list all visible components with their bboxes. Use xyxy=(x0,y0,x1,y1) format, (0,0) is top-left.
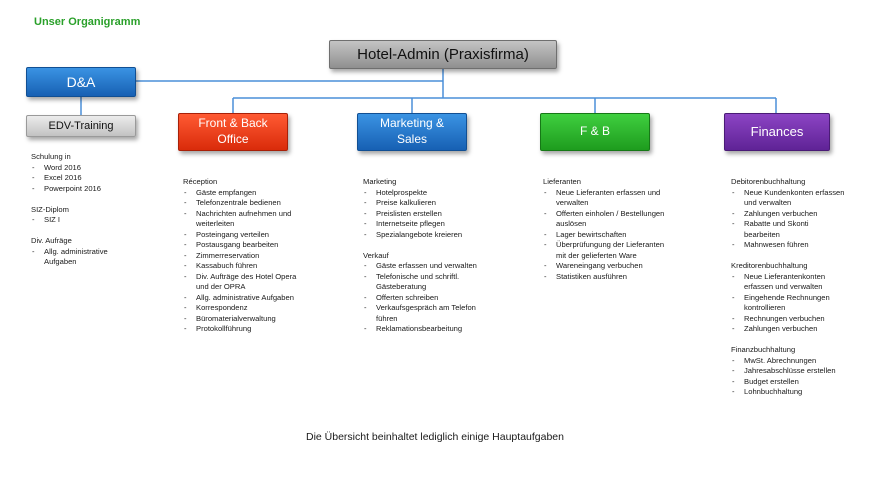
task-item: - Preislisten erstellen xyxy=(363,209,483,220)
task-item: - SIZ I xyxy=(31,215,126,226)
task-item: - Allg. administrative Aufgaben xyxy=(31,247,126,268)
task-item: - Verkaufsgespräch am Telefon führen xyxy=(363,303,483,324)
task-item: - Kassabuch führen xyxy=(183,261,301,272)
hotel-admin-label: Hotel-Admin (Praxisfirma) xyxy=(357,45,529,63)
task-item: - Rabatte und Skonti bearbeiten xyxy=(731,219,846,240)
task-item: - Allg. administrative Aufgaben xyxy=(183,293,301,304)
task-item: - Gäste erfassen und verwalten xyxy=(363,261,483,272)
task-group-heading: Div. Aufräge xyxy=(31,236,72,245)
task-list xyxy=(31,215,126,226)
front-back-office-label-line2: Office xyxy=(217,132,249,146)
task-item: - Powerpoint 2016 xyxy=(31,184,126,195)
task-group-heading: SIZ-Diplom xyxy=(31,204,69,214)
task-item: - Gäste empfangen xyxy=(183,188,301,199)
task-group-heading: Kreditorenbuchhaltung xyxy=(731,261,808,270)
task-item: - Word 2016 xyxy=(31,163,126,174)
task-list xyxy=(543,188,671,283)
front-back-office-task-list xyxy=(183,177,301,335)
task-item: - Zimmerreservation xyxy=(183,251,301,262)
marketing-sales-box xyxy=(357,113,467,151)
task-item: - Offerten schreiben xyxy=(363,293,483,304)
task-list xyxy=(363,188,483,241)
task-item: - Budget erstellen xyxy=(731,377,846,388)
task-item: - Lohnbuchhaltung xyxy=(731,387,846,398)
task-item: - Statistiken ausführen xyxy=(543,272,671,283)
task-list xyxy=(183,188,301,335)
task-list xyxy=(363,261,483,335)
footer-note: Die Übersicht beinhaltet lediglich einige Hauptaufgaben xyxy=(305,431,564,443)
task-item: - Offerten einholen / Bestellungen auslösen xyxy=(543,209,671,230)
task-item: - Überprüfungung der Lieferanten mit der gelieferten Ware xyxy=(543,240,671,261)
finances-task-list xyxy=(731,177,846,398)
task-item: - Rechnungen verbuchen xyxy=(731,314,846,325)
task-list xyxy=(31,247,126,268)
task-item: - Neue Lieferanten erfassen und verwalten xyxy=(543,188,671,209)
task-item: - Zahlungen verbuchen xyxy=(731,324,846,335)
task-item: - Mahnwesen führen xyxy=(731,240,846,251)
front-back-office-label-line1: Front & Back xyxy=(198,116,268,131)
task-list xyxy=(731,356,846,398)
task-item: - Jahresabschlüsse erstellen xyxy=(731,366,846,377)
fb-task-list xyxy=(543,177,671,282)
task-item: - Posteingang verteilen xyxy=(183,230,301,241)
edv-training-label: EDV-Training xyxy=(48,119,114,132)
task-item: - Div. Aufträge des Hotel Opera und der OPRA xyxy=(183,272,301,293)
task-item: - Postausgang bearbeiten xyxy=(183,240,301,251)
task-item: - Telefonzentrale bedienen xyxy=(183,198,301,209)
marketing-sales-label-line2: Sales xyxy=(396,132,428,146)
task-item: - Reklamationsbearbeitung xyxy=(363,324,483,335)
marketing-sales-label-line1: Marketing & xyxy=(379,116,445,131)
task-group-heading: Verkauf xyxy=(363,250,389,260)
page-title: Unser Organigramm xyxy=(34,16,141,28)
finances-box xyxy=(724,113,830,151)
fb-box xyxy=(540,113,650,151)
task-item: - Internetseite pflegen xyxy=(363,219,483,230)
group-spacer xyxy=(731,335,846,346)
da-task-list xyxy=(31,152,126,268)
task-item: - MwSt. Abrechnungen xyxy=(731,356,846,367)
da-label: D&A xyxy=(66,73,96,90)
group-spacer xyxy=(731,251,846,262)
task-item: - Excel 2016 xyxy=(31,173,126,184)
task-item: - Korrespondenz xyxy=(183,303,301,314)
marketing-sales-task-list xyxy=(363,177,483,335)
task-group-heading: Debitorenbuchhaltung xyxy=(731,177,806,186)
task-item: - Spezialangebote kreieren xyxy=(363,230,483,241)
task-list xyxy=(731,188,846,251)
task-item: - Lager bewirtschaften xyxy=(543,230,671,241)
hotel-admin-box xyxy=(329,40,557,69)
edv-training-box xyxy=(26,115,136,137)
task-item: - Eingehende Rechnungen kontrollieren xyxy=(731,293,846,314)
task-item: - Zahlungen verbuchen xyxy=(731,209,846,220)
group-spacer xyxy=(31,194,126,205)
task-item: - Neue Lieferantenkonten erfassen und verwalten xyxy=(731,272,846,293)
task-item: - Wareneingang verbuchen xyxy=(543,261,671,272)
task-list xyxy=(731,272,846,335)
task-group-heading: Réception xyxy=(183,177,218,186)
task-group-heading: Finanzbuchhaltung xyxy=(731,345,796,354)
task-group-heading: Lieferanten xyxy=(543,177,581,186)
fb-label: F & B xyxy=(579,124,610,139)
task-item: - Preise kalkulieren xyxy=(363,198,483,209)
group-spacer xyxy=(363,240,483,251)
da-box xyxy=(26,67,136,97)
finances-label: Finances xyxy=(750,123,804,139)
task-list xyxy=(31,163,126,195)
task-item: - Hotelprospekte xyxy=(363,188,483,199)
task-item: - Büromaterialverwaltung xyxy=(183,314,301,325)
group-spacer xyxy=(31,226,126,237)
task-group-heading: Schulung in xyxy=(31,152,71,161)
task-item: - Telefonische und schriftl. Gästeberatung xyxy=(363,272,483,293)
task-group-heading: Marketing xyxy=(363,177,397,186)
task-item: - Neue Kundenkonten erfassen und verwalten xyxy=(731,188,846,209)
task-item: - Nachrichten aufnehmen und weiterleiten xyxy=(183,209,301,230)
front-back-office-box xyxy=(178,113,288,151)
task-item: - Protokollführung xyxy=(183,324,301,335)
